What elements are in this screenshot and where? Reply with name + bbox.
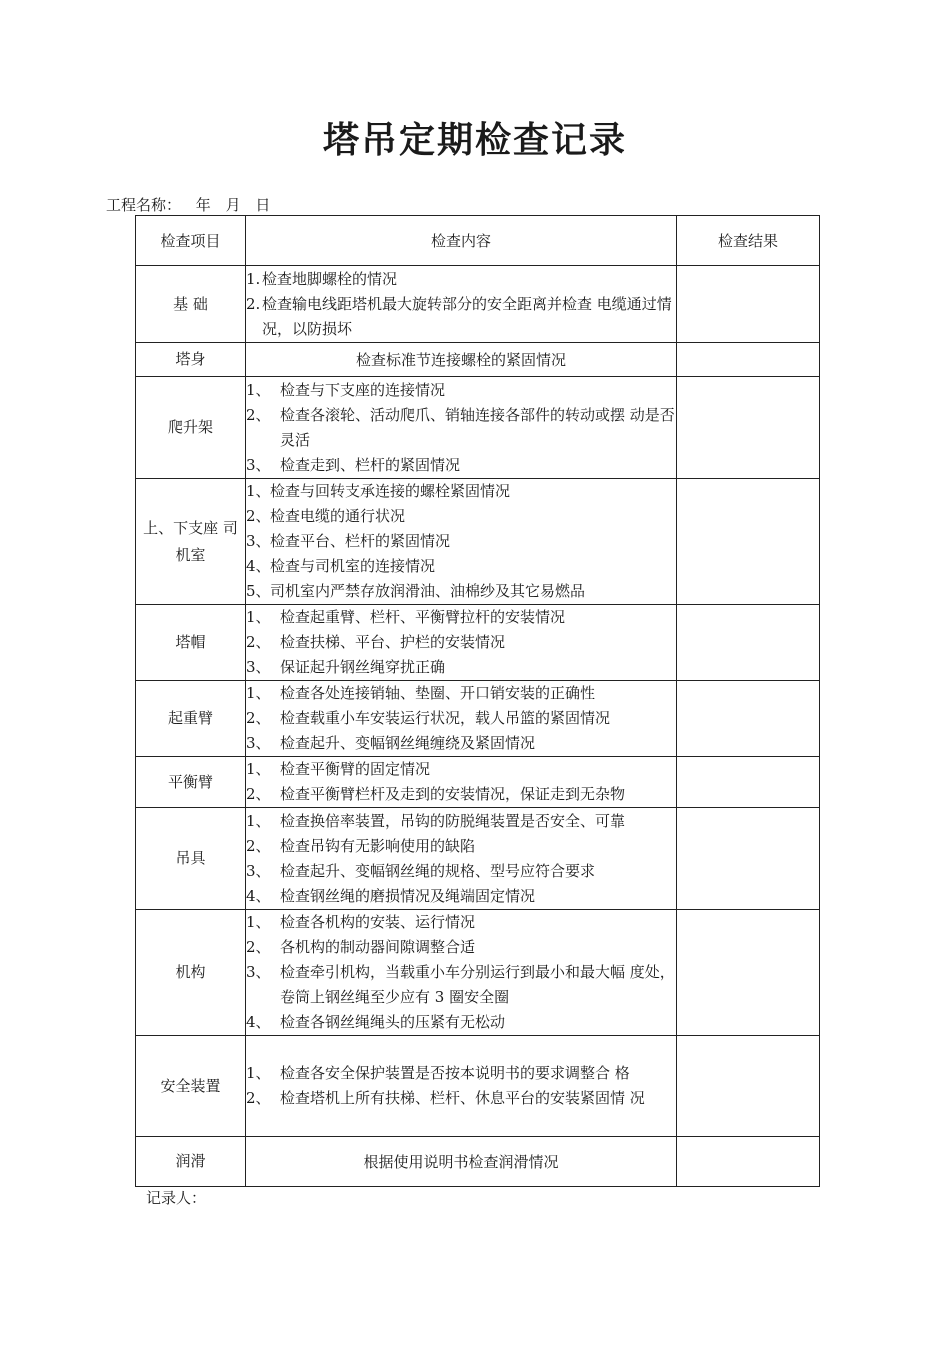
item-number: 4、: [246, 886, 271, 905]
item-text: 检查走到、栏杆的紧固情况: [280, 455, 461, 474]
list-item: [246, 504, 676, 529]
result-cell[interactable]: [677, 266, 820, 343]
item-number: 2、: [246, 1089, 271, 1107]
list-item: [246, 579, 676, 604]
list-item: [246, 681, 676, 706]
table-row: [136, 479, 820, 605]
item-number: 2、: [246, 633, 271, 651]
date-year-label: 年: [195, 196, 211, 214]
item-text: 检查与司机室的连接情况: [270, 557, 436, 575]
item-text: 检查与下支座的连接情况: [280, 380, 446, 399]
row-category: 塔身: [136, 343, 246, 377]
date-month-label: 月: [225, 196, 241, 214]
result-cell[interactable]: [677, 343, 820, 377]
row-category: 机构: [136, 910, 246, 1036]
row-category: 塔帽: [136, 605, 246, 681]
row-content: [246, 1036, 677, 1137]
item-number: 3、: [246, 455, 271, 474]
result-cell[interactable]: [677, 1036, 820, 1137]
list-item: [246, 605, 676, 630]
item-number: 1、: [246, 1064, 271, 1082]
result-cell[interactable]: [677, 479, 820, 605]
inspection-table: [135, 215, 820, 1187]
header-item: 检查项目: [136, 216, 246, 266]
item-text: 检查起升、变幅钢丝绳的规格、型号应符合要求: [280, 861, 596, 880]
item-number: 4、: [246, 1013, 271, 1031]
item-text: 检查电缆的通行状况: [270, 507, 406, 525]
item-number: 3、: [246, 963, 271, 981]
project-name-label: 工程名称：: [106, 196, 182, 214]
list-item: [246, 884, 676, 909]
item-text: 检查钢丝绳的磨损情况及绳端固定情况: [280, 886, 536, 905]
row-content: [246, 605, 677, 681]
project-line: [106, 194, 280, 215]
list-item: [246, 731, 676, 756]
list-item: [246, 630, 676, 655]
item-text: 检查换倍率装置，吊钩的防脱绳装置是否安全、可靠: [280, 811, 626, 830]
row-category: 上、下支座 司机室: [136, 479, 246, 605]
row-content: 检查标准节连接螺栓的紧固情况: [246, 343, 677, 377]
table-row: [136, 266, 820, 343]
item-text: 检查与回转支承连接的螺栓紧固情况: [270, 482, 511, 500]
item-text: 检查各处连接销轴、垫圈、开口销安装的正确性: [280, 684, 596, 702]
date-day-label: 日: [255, 196, 271, 214]
row-category: 安全装置: [136, 1036, 246, 1137]
item-text: 检查起重臂、栏杆、平衡臂拉杆的安装情况: [280, 608, 566, 626]
item-number: 1、: [246, 913, 271, 931]
item-number: 5、: [246, 582, 271, 600]
item-number: 2、: [246, 507, 271, 525]
item-number: 2、: [246, 709, 271, 727]
item-text: 检查扶梯、平台、护栏的安装情况: [280, 633, 506, 651]
list-item: [246, 834, 676, 859]
list-item: [246, 378, 676, 403]
list-item: [246, 757, 676, 782]
item-text: 各机构的制动器间隙调整合适: [280, 938, 476, 956]
row-category: 平衡臂: [136, 757, 246, 808]
header-content: 检查内容: [246, 216, 677, 266]
row-category: 爬升架: [136, 377, 246, 479]
row-content: [246, 757, 677, 808]
item-number: 2.: [246, 294, 261, 313]
item-number: 1、: [246, 684, 271, 702]
row-content: [246, 479, 677, 605]
item-text: 保证起升钢丝绳穿扰正确: [280, 658, 446, 676]
item-text: 检查各机构的安装、运行情况: [280, 913, 476, 931]
table-row: [136, 757, 820, 808]
header-result: 检查结果: [677, 216, 820, 266]
list-item: [246, 292, 676, 342]
list-item: [246, 960, 676, 1010]
item-number: 2、: [246, 785, 271, 803]
item-number: 2、: [246, 405, 271, 424]
item-number: 3、: [246, 658, 271, 676]
list-item: [246, 706, 676, 731]
item-number: 1、: [246, 608, 271, 626]
item-text: 检查输电线距塔机最大旋转部分的安全距离并检查 电缆通过情况，以防损坏: [262, 294, 672, 338]
result-cell[interactable]: [677, 757, 820, 808]
table-header-row: [136, 216, 820, 266]
item-text: 检查载重小车安装运行状况，载人吊篮的紧固情况: [280, 709, 611, 727]
table-row: [136, 1036, 820, 1137]
item-text: 检查地脚螺栓的情况: [262, 269, 398, 288]
list-item: [246, 1010, 676, 1035]
page-title: 塔吊定期检查记录: [322, 119, 627, 161]
item-text: 检查牵引机构，当载重小车分别运行到最小和最大幅 度处，卷筒上钢丝绳至少应有 3 圈安全圈: [280, 963, 675, 1006]
row-content: 根据使用说明书检查润滑情况: [246, 1137, 677, 1187]
item-text: 检查平衡臂的固定情况: [280, 760, 431, 778]
list-item: [246, 1061, 676, 1086]
item-number: 1.: [246, 269, 261, 288]
row-category: 吊具: [136, 808, 246, 910]
item-text: 检查起升、变幅钢丝绳缠绕及紧固情况: [280, 734, 536, 752]
list-item: [246, 859, 676, 884]
item-text: 检查平台、栏杆的紧固情况: [270, 532, 451, 550]
item-text: 司机室内严禁存放润滑油、油棉纱及其它易燃品: [270, 582, 586, 600]
item-text: 检查吊钩有无影响使用的缺陷: [280, 836, 476, 855]
table-row: [136, 605, 820, 681]
item-number: 1、: [246, 760, 271, 778]
item-text: 检查各滚轮、活动爬爪、销轴连接各部件的转动或摆 动是否灵活: [280, 405, 675, 449]
table-row: [136, 910, 820, 1036]
list-item: [246, 655, 676, 680]
list-item: [246, 1086, 676, 1111]
table-row: [136, 343, 820, 377]
item-text: 检查各安全保护装置是否按本说明书的要求调整合 格: [280, 1064, 630, 1082]
item-number: 1、: [246, 380, 271, 399]
list-item: [246, 782, 676, 807]
item-number: 2、: [246, 938, 271, 956]
result-cell[interactable]: [677, 808, 820, 910]
row-content: [246, 910, 677, 1036]
item-text: 检查平衡臂栏杆及走到的安装情况，保证走到无杂物: [280, 785, 626, 803]
row-content: [246, 377, 677, 479]
list-item: [246, 935, 676, 960]
recorder-label: 记录人：: [146, 1189, 207, 1207]
list-item: [246, 453, 676, 478]
item-number: 1、: [246, 811, 271, 830]
item-number: 3、: [246, 861, 271, 880]
result-cell[interactable]: [677, 681, 820, 757]
item-number: 1、: [246, 482, 271, 500]
list-item: [246, 809, 676, 834]
row-category: 起重臂: [136, 681, 246, 757]
list-item: [246, 479, 676, 504]
table-row: [136, 377, 820, 479]
item-number: 2、: [246, 836, 271, 855]
row-content: [246, 808, 677, 910]
item-number: 3、: [246, 734, 271, 752]
result-cell[interactable]: [677, 377, 820, 479]
row-content: [246, 266, 677, 343]
list-item: [246, 910, 676, 935]
row-category: 基 础: [136, 266, 246, 343]
result-cell[interactable]: [677, 605, 820, 681]
row-category: 润滑: [136, 1137, 246, 1187]
result-cell[interactable]: [677, 1137, 820, 1187]
item-number: 3、: [246, 532, 271, 550]
item-text: 检查各钢丝绳绳头的压紧有无松动: [280, 1013, 506, 1031]
item-number: 4、: [246, 557, 271, 575]
table-row: [136, 808, 820, 910]
list-item: [246, 529, 676, 554]
list-item: [246, 403, 676, 453]
table-row: [136, 681, 820, 757]
list-item: [246, 554, 676, 579]
result-cell[interactable]: [677, 910, 820, 1036]
list-item: [246, 267, 676, 292]
item-text: 检查塔机上所有扶梯、栏杆、休息平台的安装紧固情 况: [280, 1089, 645, 1107]
row-content: [246, 681, 677, 757]
table-row: [136, 1137, 820, 1187]
